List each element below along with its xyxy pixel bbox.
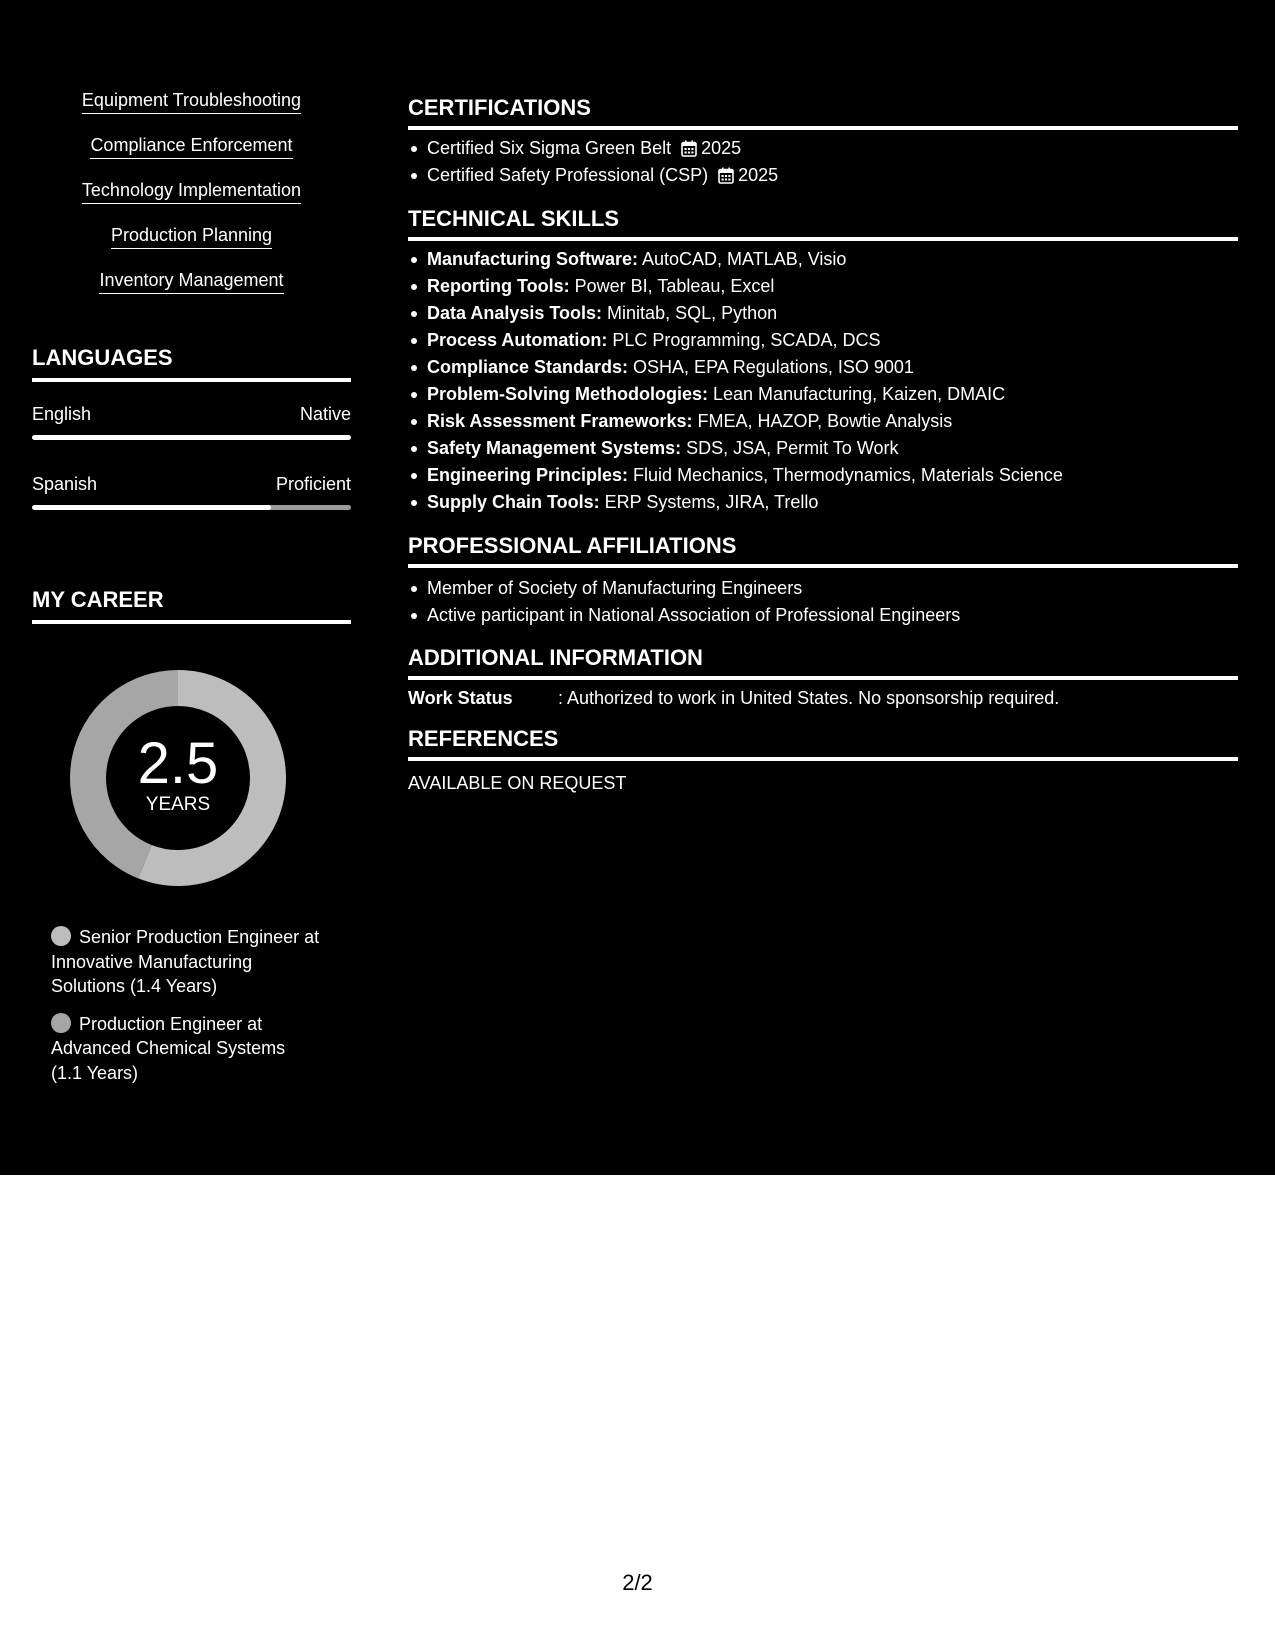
career-item-label: Senior Production Engineer at Innovative Manufacturing Solutions (1.4 Years) — [51, 927, 320, 996]
certifications-list — [408, 135, 1257, 189]
career-total-years: 2.5 — [137, 731, 219, 796]
language-name: English — [32, 404, 92, 424]
tech-skill-value: Fluid Mechanics, Thermodynamics, Materials Science — [628, 465, 1063, 485]
career-total-unit: YEARS — [145, 794, 211, 815]
tech-skill-label: Engineering Principles: — [427, 465, 629, 485]
tech-skill-label: Safety Management Systems: — [427, 438, 682, 458]
tech-skill-label: Reporting Tools: — [427, 276, 570, 296]
certification-name: Certified Six Sigma Green Belt — [427, 138, 672, 158]
certification-name: Certified Safety Professional (CSP) — [427, 165, 709, 185]
technical-skills-list — [408, 246, 1257, 516]
tech-skill-label: Risk Assessment Frameworks: — [427, 411, 693, 431]
tech-skill-value: ERP Systems, JIRA, Trello — [599, 492, 819, 512]
references-text: AVAILABLE ON REQUEST — [408, 773, 627, 793]
tech-skill-label: Manufacturing Software: — [427, 249, 639, 269]
tech-skill-item — [427, 489, 1257, 516]
skill-tag: Inventory Management — [99, 268, 283, 294]
affiliation-item: Member of Society of Manufacturing Engineers — [427, 575, 1257, 602]
tech-skill-label: Problem-Solving Methodologies: — [427, 384, 709, 404]
tech-skill-item — [427, 408, 1257, 435]
tech-skill-value: OSHA, EPA Regulations, ISO 9001 — [628, 357, 914, 377]
tech-skill-item — [427, 354, 1257, 381]
language-spanish — [32, 472, 351, 510]
references-heading: REFERENCES — [408, 725, 1238, 761]
language-bar — [32, 505, 351, 510]
language-level: Native — [299, 404, 351, 424]
skill-tag: Technology Implementation — [82, 178, 301, 204]
certification-year: 2025 — [701, 138, 742, 158]
language-bar-fill — [32, 435, 351, 440]
affiliation-item: Active participant in National Association of Professional Engineers — [427, 602, 1257, 629]
certification-item — [427, 162, 1257, 189]
page-number: 2/2 — [622, 1570, 653, 1595]
career-legend — [51, 925, 321, 1098]
career-item — [51, 1012, 321, 1086]
tech-skill-value: PLC Programming, SCADA, DCS — [607, 330, 881, 350]
tech-skill-item — [427, 381, 1257, 408]
tech-skill-value: Power BI, Tableau, Excel — [569, 276, 775, 296]
certification-year: 2025 — [738, 165, 779, 185]
tech-skill-label: Data Analysis Tools: — [427, 303, 603, 323]
tech-skill-value: SDS, JSA, Permit To Work — [681, 438, 899, 458]
technical-skills-heading: TECHNICAL SKILLS — [408, 205, 1238, 241]
tech-skill-value: Minitab, SQL, Python — [602, 303, 778, 323]
career-item-label: Production Engineer at Advanced Chemical Systems (1.1 Years) — [51, 1013, 286, 1083]
language-bar — [32, 435, 351, 440]
career-heading: MY CAREER — [32, 586, 351, 624]
tech-skill-item — [427, 462, 1257, 489]
certification-item — [427, 135, 1257, 162]
certifications-heading: CERTIFICATIONS — [408, 94, 1238, 130]
language-name: Spanish — [32, 474, 98, 494]
skill-tags — [32, 88, 351, 313]
donut-center — [66, 666, 290, 890]
tech-skill-item — [427, 435, 1257, 462]
work-status-label: Work Status — [408, 688, 513, 708]
tech-skill-item — [427, 246, 1257, 273]
skill-tag: Compliance Enforcement — [90, 133, 292, 159]
language-bar-fill — [32, 505, 271, 510]
tech-skill-label: Supply Chain Tools: — [427, 492, 600, 512]
languages-heading: LANGUAGES — [32, 344, 351, 382]
affiliations-list — [408, 575, 1257, 629]
language-english — [32, 402, 351, 440]
language-level: Proficient — [275, 474, 351, 494]
calendar-icon — [681, 140, 697, 157]
tech-skill-value: FMEA, HAZOP, Bowtie Analysis — [692, 411, 953, 431]
career-donut-chart — [66, 666, 290, 890]
tech-skill-item — [427, 300, 1257, 327]
skill-tag: Production Planning — [111, 223, 272, 249]
legend-dot — [51, 926, 71, 946]
legend-dot — [51, 1013, 71, 1033]
tech-skill-item — [427, 273, 1257, 300]
career-item — [51, 925, 321, 999]
work-status-row — [408, 686, 1238, 710]
tech-skill-label: Process Automation: — [427, 330, 608, 350]
affiliations-heading: PROFESSIONAL AFFILIATIONS — [408, 532, 1238, 568]
calendar-icon — [718, 167, 734, 184]
skill-tag: Equipment Troubleshooting — [82, 88, 301, 114]
work-status-value: : Authorized to work in United States. No sponsorship required. — [558, 688, 1060, 708]
tech-skill-label: Compliance Standards: — [427, 357, 629, 377]
tech-skill-value: Lean Manufacturing, Kaizen, DMAIC — [708, 384, 1006, 404]
tech-skill-item — [427, 327, 1257, 354]
additional-info-heading: ADDITIONAL INFORMATION — [408, 644, 1238, 680]
tech-skill-value: AutoCAD, MATLAB, Visio — [638, 249, 847, 269]
